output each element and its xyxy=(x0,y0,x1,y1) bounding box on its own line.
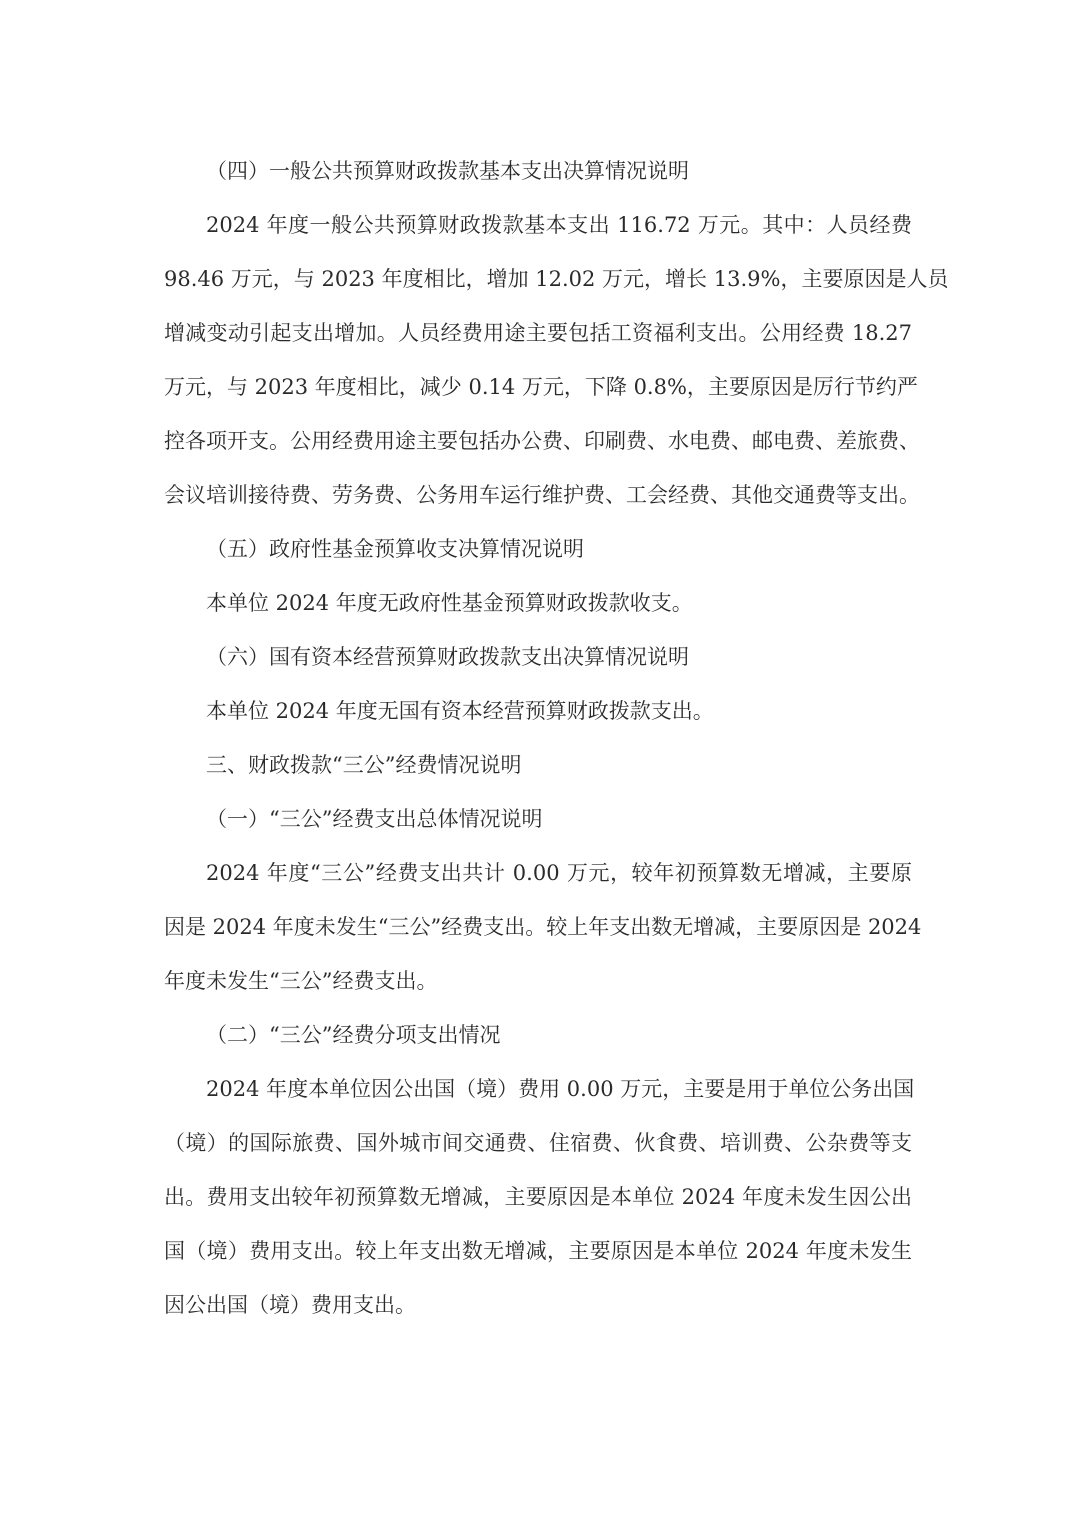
paragraph-line: 年度未发生“三公”经费支出。 xyxy=(164,969,438,993)
chapter-heading: 三、财政拨款“三公”经费情况说明 xyxy=(206,753,522,777)
section-heading: （五）政府性基金预算收支决算情况说明 xyxy=(206,537,584,561)
paragraph-line: 万元，与 2023 年度相比，减少 0.14 万元，下降 0.8%，主要原因是厉行节约严 xyxy=(164,375,918,399)
paragraph-line: 出。费用支出较年初预算数无增减，主要原因是本单位 2024 年度未发生因公出 xyxy=(164,1185,912,1209)
section-heading: （二）“三公”经费分项支出情况 xyxy=(206,1023,501,1047)
paragraph-line: 2024 年度一般公共预算财政拨款基本支出 116.72 万元。其中：人员经费 xyxy=(206,213,912,237)
paragraph-line: 98.46 万元，与 2023 年度相比，增加 12.02 万元，增长 13.9%，主要原因是人员 xyxy=(164,267,949,291)
paragraph-line: 增减变动引起支出增加。人员经费用途主要包括工资福利支出。公用经费 18.27 xyxy=(164,321,912,345)
paragraph-line: 本单位 2024 年度无国有资本经营预算财政拨款支出。 xyxy=(206,699,714,723)
paragraph-line: （境）的国际旅费、国外城市间交通费、住宿费、伙食费、培训费、公杂费等支 xyxy=(164,1131,912,1155)
paragraph-line: 会议培训接待费、劳务费、公务用车运行维护费、工会经费、其他交通费等支出。 xyxy=(164,483,920,507)
section-heading: （六）国有资本经营预算财政拨款支出决算情况说明 xyxy=(206,645,689,669)
section-heading: （一）“三公”经费支出总体情况说明 xyxy=(206,807,543,831)
section-heading: （四）一般公共预算财政拨款基本支出决算情况说明 xyxy=(206,159,689,183)
paragraph-line: 2024 年度“三公”经费支出共计 0.00 万元，较年初预算数无增减，主要原 xyxy=(206,861,912,885)
paragraph-line: 因公出国（境）费用支出。 xyxy=(164,1293,416,1317)
paragraph-line: 国（境）费用支出。较上年支出数无增减，主要原因是本单位 2024 年度未发生 xyxy=(164,1239,912,1263)
paragraph-line: 控各项开支。公用经费用途主要包括办公费、印刷费、水电费、邮电费、差旅费、 xyxy=(164,429,920,453)
paragraph-line: 2024 年度本单位因公出国（境）费用 0.00 万元，主要是用于单位公务出国 xyxy=(206,1077,915,1101)
paragraph-line: 本单位 2024 年度无政府性基金预算财政拨款收支。 xyxy=(206,591,693,615)
paragraph-line: 因是 2024 年度未发生“三公”经费支出。较上年支出数无增减，主要原因是 2024 xyxy=(164,915,922,939)
